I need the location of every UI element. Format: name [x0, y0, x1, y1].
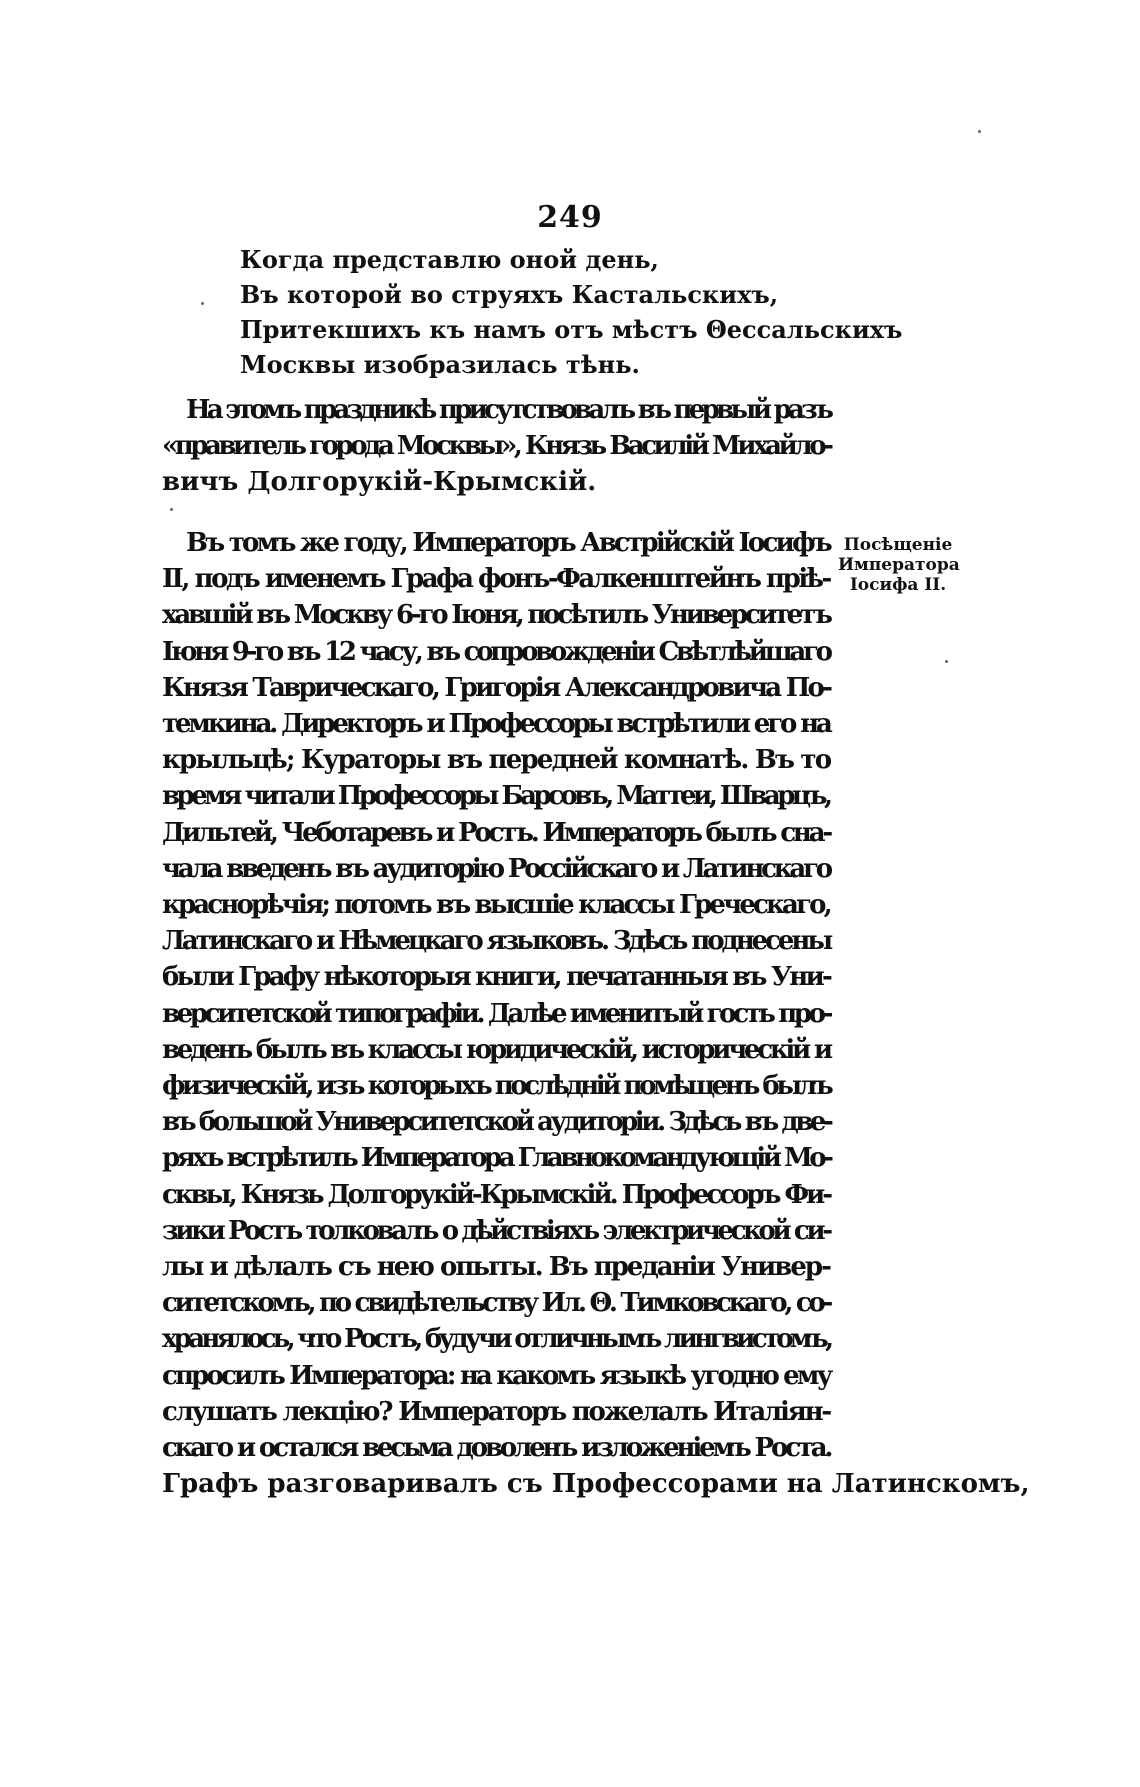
scan-speck	[170, 508, 173, 511]
verse-line: Москвы изобразилась тѣнь.	[240, 350, 640, 379]
text-line: хавшій въ Москву 6-го Іюня, посѣтилъ Университетъ	[162, 600, 830, 631]
text-line: были Графу нѣкоторыя книги, печатанныя въ Уни-	[162, 962, 831, 993]
scan-speck	[978, 130, 981, 133]
marginal-note-line: Іосифа II.	[849, 575, 947, 595]
text-line: крыльцѣ; Кураторы въ передней комнатѣ. Въ то	[162, 745, 831, 776]
text-line: На этомъ праздникѣ присутствовалъ въ первый разъ	[186, 395, 831, 425]
marginal-note-line: Посѣщеніе	[843, 535, 953, 555]
verse-stanza	[240, 242, 903, 382]
text-line: слушать лекцію? Императоръ пожелалъ Италіян-	[162, 1396, 830, 1427]
text-line: верситетской типографіи. Далѣе именитый гость про-	[162, 998, 831, 1029]
text-line: темкина. Директоръ и Профессоры встрѣтили его на	[162, 709, 830, 740]
text-line: въ большой Университетской аудиторіи. Здѣсь въ две-	[162, 1107, 831, 1138]
text-line: ситетскомъ, по свидѣтельству Ил. Θ. Тимковскаго, со-	[162, 1288, 830, 1319]
text-line: время читали Профессоры Барсовъ, Маттеи, Шварцъ,	[162, 781, 830, 812]
text-line: Дильтей, Чеботаревъ и Ростъ. Императоръ былъ сна-	[162, 817, 830, 848]
marginal-note	[838, 535, 958, 595]
text-line: физическій, изъ которыхъ послѣдній помѣщенъ былъ	[162, 1071, 831, 1102]
text-line: Князя Таврическаго, Григорія Александровича По-	[162, 672, 831, 703]
text-line: зики Ростъ толковалъ о дѣйствіяхъ электрической си-	[162, 1215, 830, 1246]
text-line: лы и дѣлалъ съ нею опыты. Въ преданіи Универ-	[162, 1252, 830, 1283]
verse-line: Притекшихъ къ намъ отъ мѣстъ Θессальскихъ	[240, 315, 903, 344]
text-line: «правитель города Москвы», Князь Василій Михайло-	[162, 431, 831, 462]
verse-line: Когда представлю оной день,	[240, 245, 659, 274]
text-line: II, подъ именемъ Графа фонъ-Фалкенштейнъ прiѣ-	[162, 564, 830, 595]
text-line: вичъ Долгорукій-Крымскій.	[162, 467, 597, 498]
text-line: Латинскаго и Нѣмецкаго языковъ. Здѣсь поднесены	[162, 926, 831, 957]
paragraph-moscow-governor	[162, 392, 831, 501]
scan-speck	[945, 660, 948, 663]
text-line: сквы, Князь Долгорукій-Крымскій. Профессоръ Фи-	[162, 1179, 830, 1210]
text-line: веденъ былъ въ классы юридическій, историческій и	[162, 1034, 830, 1065]
text-line: скаго и остался весьма доволенъ изложеніемъ Роста.	[162, 1433, 831, 1464]
text-line: ряхъ встрѣтилъ Императора Главнокомандующій Мо-	[162, 1143, 831, 1174]
page-number: 249	[537, 200, 603, 235]
verse-line: Въ которой во струяхъ Кастальскихъ,	[240, 280, 779, 309]
text-line: спросилъ Императора: на какомъ языкѣ угодно ему	[162, 1360, 831, 1391]
text-line: Графъ разговаривалъ съ Профессорами на Латинскомъ,	[162, 1469, 1030, 1500]
text-line: Іюня 9-го въ 12 часу, въ сопровожденіи Свѣтлѣйшаго	[162, 636, 830, 667]
text-line: чала введенъ въ аудиторію Россійскаго и Латинскаго	[162, 853, 830, 884]
text-line: хранялось, что Ростъ, будучи отличнымъ лингвистомъ,	[162, 1324, 831, 1355]
scan-speck	[201, 302, 204, 305]
marginal-note-line: Императора	[838, 555, 960, 575]
text-line: краснорѣчія; потомъ въ высшіе классы Греческаго,	[162, 890, 830, 921]
text-line: Въ томъ же году, Императоръ Австрійскій Іосифъ	[186, 528, 830, 558]
